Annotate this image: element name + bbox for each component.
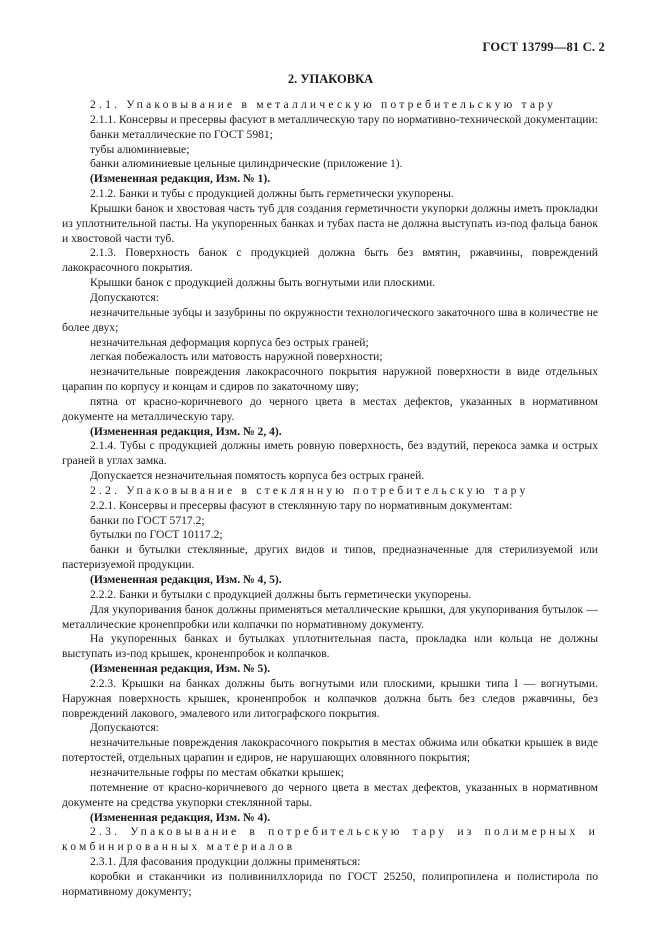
list-item: пятна от красно-коричневого до черного цвета в местах дефектов, указанных в нормативном документе на металлическую тару.	[62, 394, 598, 423]
list-item: бутылки по ГОСТ 10117.2;	[90, 528, 223, 542]
amendment-note: (Измененная редакция, Изм. № 4).	[90, 810, 271, 824]
list-item: банки алюминиевые цельные цилиндрические (приложение 1).	[90, 157, 403, 171]
paragraph: 2.2.2. Банки и бутылки с продукцией должны быть герметически укупорены.	[90, 587, 472, 601]
paragraph: 2.2.1. Консервы и пресервы фасуют в стеклянную тару по нормативным документам:	[90, 498, 513, 512]
list-item: потемнение от красно-коричневого до черного цвета в местах дефектов, указанных в нормативном документе на средства укупорки стеклянной тары.	[62, 780, 598, 809]
subsection-heading-2-2: 2.2. Упаковывание в стеклянную потребительскую тару	[90, 483, 529, 497]
paragraph: Для укупоривания банок должны применяться металлические крышки, для укупоривания бутылок — металлические кронenпробки или колпачки по нормативному документу.	[62, 602, 598, 631]
list-item: банки металлические по ГОСТ 5981;	[90, 127, 273, 141]
paragraph: 2.3.1. Для фасования продукции должны применяться:	[90, 855, 361, 869]
paragraph: Допускаются:	[90, 721, 159, 735]
list-item: банки по ГОСТ 5717.2;	[90, 513, 205, 527]
paragraph: Крышки банок и хвостовая часть туб для создания герметичности укупорки должны иметь прокладки из уплотнительной пасты. На укупоренных банках и тубах паста не должна выступать из-под фальца банок и хвостовой части туб.	[62, 201, 598, 245]
subsection-heading-2-3: 2.3. Упаковывание в потребительскую тару из полимерных и комбинированных материалов	[62, 825, 598, 854]
paragraph: 2.1.3. Поверхность банок с продукцией должна быть без вмятин, ржавчины, повреждений лакокрасочного покрытия.	[62, 246, 598, 275]
list-item: незначительные повреждения лакокрасочного покрытия наружной поверхности в виде отдельных царапин по корпусу и концам и сдиров по закаточному шву;	[62, 365, 598, 394]
list-item: незначительные гофры по местам обкатки крышек;	[90, 765, 344, 779]
paragraph: 2.2.3. Крышки на банках должны быть вогнутыми или плоскими, крышки типа I — вогнутыми. Наружная поверхность крышек, кроненпробок и колпачков должна быть без следов ржавчины, без повреждений лакового, эмалевого или литографского покрытия.	[62, 676, 598, 720]
paragraph: 2.1.2. Банки и тубы с продукцией должны быть герметически укупорены.	[90, 187, 454, 201]
amendment-note: (Измененная редакция, Изм. № 1).	[90, 172, 271, 186]
paragraph: Крышки банок с продукцией должны быть вогнутыми или плоскими.	[90, 276, 436, 290]
list-item: незначительная деформация корпуса без острых граней;	[90, 335, 369, 349]
list-item: легкая побежалость или матовость наружной поверхности;	[90, 350, 383, 364]
section-title: 2. УПАКОВКА	[287, 72, 374, 86]
subsection-heading-2-1: 2.1. Упаковывание в металлическую потребительскую тару	[90, 98, 557, 111]
list-item: незначительные зубцы и зазубрины по окружности технологического закаточного шва в количестве не более двух;	[62, 305, 598, 334]
paragraph: 2.1.4. Тубы с продукцией должны иметь ровную поверхность, без вздутий, перекоса замка и острых граней в углах замка.	[62, 439, 598, 468]
paragraph: Допускается незначительная помятость корпуса без острых граней.	[90, 469, 425, 483]
list-item: тубы алюминиевые;	[90, 142, 190, 156]
page-header-doc-ref: ГОСТ 13799—81 С. 2	[482, 40, 605, 54]
list-item: коробки и стаканчики из поливинилхлорида по ГОСТ 25250, полипропилена и полистирола по нормативному документу;	[62, 869, 598, 898]
list-item: банки и бутылки стеклянные, других видов и типов, предназначенные для стерилизуемой или пастеризуемой продукции.	[62, 543, 598, 572]
document-body	[62, 98, 598, 900]
paragraph: На укупоренных банках и бутылках уплотнительная паста, прокладка или кольца не должны выступать из-под крышек, кроненпробок и колпачков.	[62, 632, 598, 661]
amendment-note: (Измененная редакция, Изм. № 2, 4).	[90, 424, 282, 438]
list-item: незначительные повреждения лакокрасочного покрытия в местах обжима или обкатки крышек в виде потертостей, отдельных царапин и едиров, не нарушающих оловянного покрытия;	[62, 736, 598, 765]
amendment-note: (Измененная редакция, Изм. № 5).	[90, 662, 271, 676]
paragraph: 2.1.1. Консервы и пресервы фасуют в металлическую тару по нормативно-технической документации:	[90, 112, 598, 126]
paragraph: Допускаются:	[90, 290, 159, 304]
amendment-note: (Измененная редакция, Изм. № 4, 5).	[90, 573, 282, 586]
